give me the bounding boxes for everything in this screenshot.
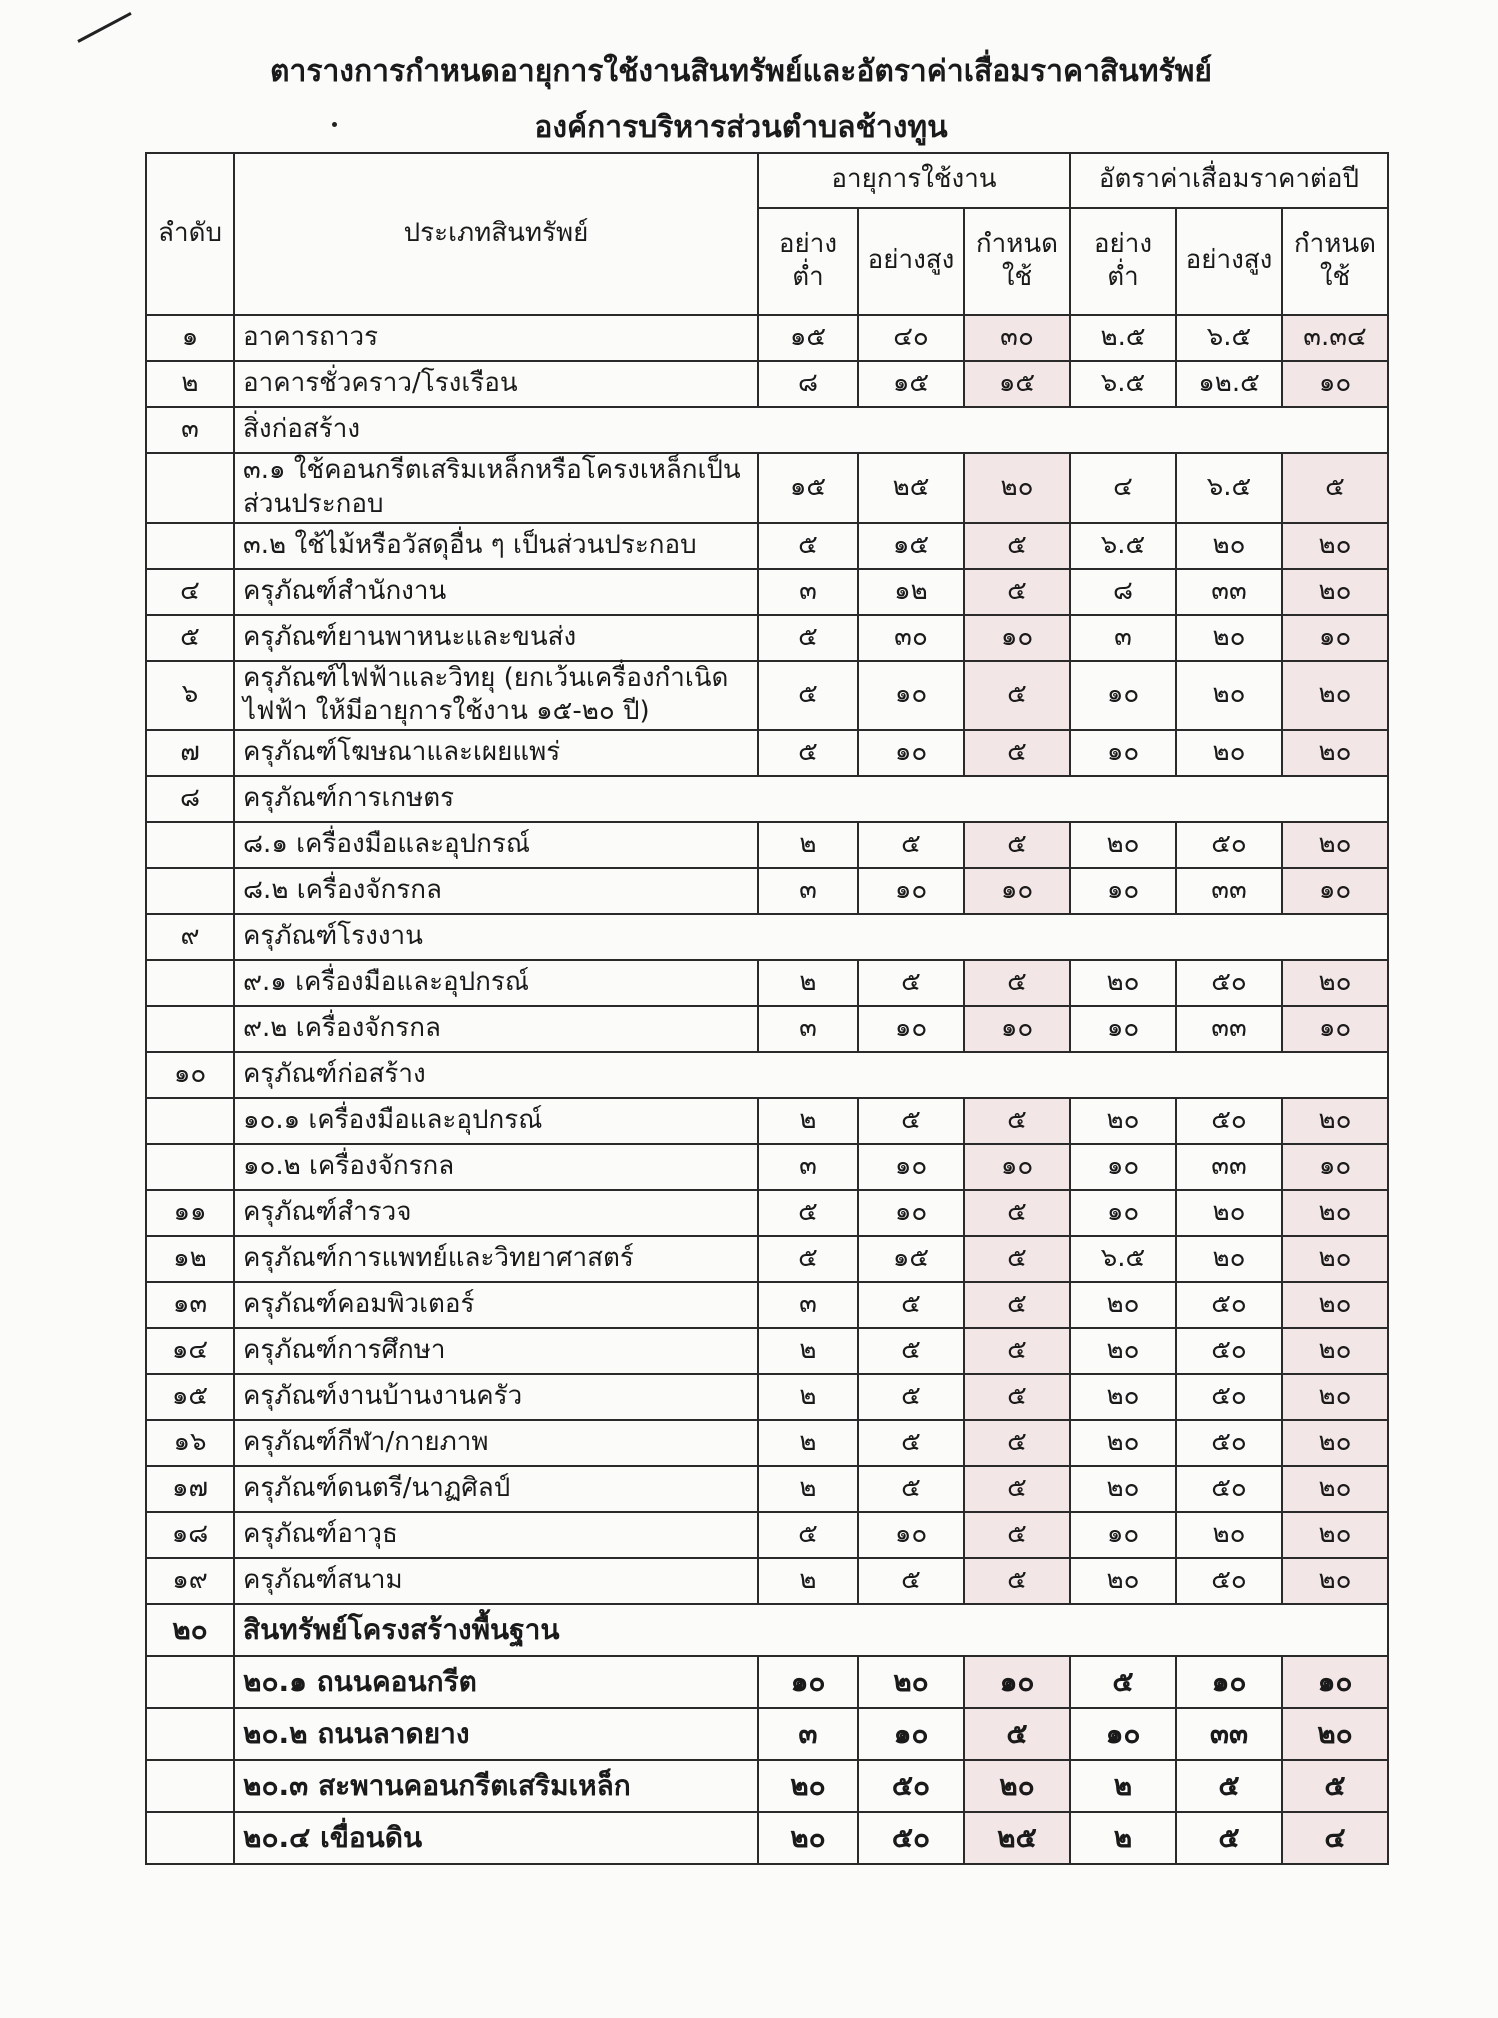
cell-rate-used: ๓.๓๔ — [1282, 315, 1388, 361]
table-row — [146, 1052, 1388, 1098]
table-row — [146, 315, 1388, 361]
cell-life-max: ๑๕ — [858, 1236, 964, 1282]
cell-rate-max: ๑๐ — [1176, 1656, 1282, 1708]
cell-rate-min: ๒๐ — [1070, 960, 1176, 1006]
cell-rate-max: ๓๓ — [1176, 1006, 1282, 1052]
cell-rate-used: ๑๐ — [1282, 1656, 1388, 1708]
row-number: ๔ — [146, 569, 234, 615]
table-row — [146, 1558, 1388, 1604]
cell-life-max: ๕ — [858, 1098, 964, 1144]
asset-type: ครุภัณฑ์อาวุธ — [234, 1512, 758, 1558]
cell-rate-max: ๕๐ — [1176, 1328, 1282, 1374]
asset-type: ครุภัณฑ์การแพทย์และวิทยาศาสตร์ — [234, 1236, 758, 1282]
cell-rate-min: ๖.๕ — [1070, 1236, 1176, 1282]
table-row — [146, 776, 1388, 822]
cell-rate-min: ๑๐ — [1070, 661, 1176, 731]
cell-life-min: ๑๕ — [758, 315, 858, 361]
row-number: ๒๐ — [146, 1604, 234, 1656]
table-row — [146, 868, 1388, 914]
cell-life-used: ๕ — [964, 1374, 1070, 1420]
cell-rate-used: ๒๐ — [1282, 1190, 1388, 1236]
asset-type: ครุภัณฑ์สำรวจ — [234, 1190, 758, 1236]
cell-rate-max: ๓๓ — [1176, 1144, 1282, 1190]
asset-type: ๒๐.๔ เขื่อนดิน — [234, 1812, 758, 1864]
cell-rate-used: ๒๐ — [1282, 960, 1388, 1006]
asset-type: ๓.๑ ใช้คอนกรีตเสริมเหล็กหรือโครงเหล็กเป็นส่วนประกอบ — [234, 453, 758, 523]
cell-life-min: ๕ — [758, 1236, 858, 1282]
cell-life-used: ๕ — [964, 1190, 1070, 1236]
asset-type: ๓.๒ ใช้ไม้หรือวัสดุอื่น ๆ เป็นส่วนประกอบ — [234, 523, 758, 569]
table-row — [146, 523, 1388, 569]
document-title: ตารางการกำหนดอายุการใช้งานสินทรัพย์และอัตราค่าเสื่อมราคาสินทรัพย์ — [270, 54, 1212, 89]
cell-rate-max: ๕๐ — [1176, 1098, 1282, 1144]
cell-rate-max: ๓๓ — [1176, 868, 1282, 914]
cell-rate-max: ๒๐ — [1176, 1512, 1282, 1558]
cell-life-used: ๑๐ — [964, 1656, 1070, 1708]
row-number — [146, 1812, 234, 1864]
cell-life-used: ๕ — [964, 1236, 1070, 1282]
cell-life-min: ๕ — [758, 523, 858, 569]
asset-type: ๘.๑ เครื่องมือและอุปกรณ์ — [234, 822, 758, 868]
cell-life-max: ๕๐ — [858, 1760, 964, 1812]
cell-life-used: ๕ — [964, 1098, 1070, 1144]
row-number: ๑๗ — [146, 1466, 234, 1512]
table-row — [146, 407, 1388, 453]
row-number: ๑๒ — [146, 1236, 234, 1282]
cell-rate-used: ๒๐ — [1282, 569, 1388, 615]
speck — [332, 122, 337, 127]
cell-rate-max: ๖.๕ — [1176, 315, 1282, 361]
row-number — [146, 523, 234, 569]
table-row — [146, 1466, 1388, 1512]
cell-rate-max: ๕๐ — [1176, 1374, 1282, 1420]
cell-rate-min: ๒๐ — [1070, 1420, 1176, 1466]
asset-type: สินทรัพย์โครงสร้างพื้นฐาน — [234, 1604, 1388, 1656]
cell-life-min: ๒ — [758, 1466, 858, 1512]
cell-rate-min: ๑๐ — [1070, 730, 1176, 776]
cell-life-used: ๕ — [964, 1558, 1070, 1604]
row-number: ๒ — [146, 361, 234, 407]
cell-life-max: ๕ — [858, 960, 964, 1006]
row-number: ๑๑ — [146, 1190, 234, 1236]
asset-type: อาคารถาวร — [234, 315, 758, 361]
cell-rate-used: ๒๐ — [1282, 1374, 1388, 1420]
table-row — [146, 1656, 1388, 1708]
cell-life-min: ๑๕ — [758, 453, 858, 523]
cell-life-max: ๑๐ — [858, 661, 964, 731]
table-row — [146, 1098, 1388, 1144]
cell-rate-min: ๑๐ — [1070, 1708, 1176, 1760]
cell-life-used: ๒๕ — [964, 1812, 1070, 1864]
row-number: ๑๐ — [146, 1052, 234, 1098]
row-number — [146, 1144, 234, 1190]
asset-type: ครุภัณฑ์ไฟฟ้าและวิทยุ (ยกเว้นเครื่องกำเนิดไฟฟ้า ให้มีอายุการใช้งาน ๑๕-๒๐ ปี) — [234, 661, 758, 731]
cell-rate-used: ๑๐ — [1282, 1006, 1388, 1052]
cell-life-min: ๓ — [758, 1006, 858, 1052]
asset-type: ครุภัณฑ์คอมพิวเตอร์ — [234, 1282, 758, 1328]
cell-life-min: ๒ — [758, 960, 858, 1006]
cell-rate-min: ๑๐ — [1070, 868, 1176, 914]
asset-type: ครุภัณฑ์สนาม — [234, 1558, 758, 1604]
cell-rate-min: ๘ — [1070, 569, 1176, 615]
cell-life-max: ๕ — [858, 1558, 964, 1604]
cell-rate-used: ๑๐ — [1282, 615, 1388, 661]
cell-rate-max: ๒๐ — [1176, 730, 1282, 776]
cell-life-used: ๕ — [964, 523, 1070, 569]
header-rate: อัตราค่าเสื่อมราคาต่อปี — [1070, 153, 1388, 208]
row-number: ๑ — [146, 315, 234, 361]
cell-rate-min: ๒๐ — [1070, 822, 1176, 868]
cell-rate-used: ๒๐ — [1282, 1420, 1388, 1466]
cell-life-max: ๕ — [858, 1282, 964, 1328]
cell-rate-min: ๒๐ — [1070, 1098, 1176, 1144]
asset-type: ครุภัณฑ์โฆษณาและเผยแพร่ — [234, 730, 758, 776]
asset-type: ๙.๑ เครื่องมือและอุปกรณ์ — [234, 960, 758, 1006]
cell-rate-used: ๒๐ — [1282, 1098, 1388, 1144]
row-number: ๑๙ — [146, 1558, 234, 1604]
asset-type: ครุภัณฑ์ยานพาหนะและขนส่ง — [234, 615, 758, 661]
cell-rate-used: ๕ — [1282, 453, 1388, 523]
cell-rate-used: ๑๐ — [1282, 868, 1388, 914]
cell-rate-used: ๔ — [1282, 1812, 1388, 1864]
cell-life-max: ๑๐ — [858, 730, 964, 776]
row-number — [146, 1098, 234, 1144]
asset-type: ครุภัณฑ์ก่อสร้าง — [234, 1052, 1388, 1098]
cell-life-max: ๒๐ — [858, 1656, 964, 1708]
cell-rate-min: ๒๐ — [1070, 1328, 1176, 1374]
cell-life-min: ๕ — [758, 615, 858, 661]
cell-rate-max: ๑๒.๕ — [1176, 361, 1282, 407]
table-row — [146, 1512, 1388, 1558]
row-number — [146, 1656, 234, 1708]
cell-life-max: ๔๐ — [858, 315, 964, 361]
cell-rate-used: ๒๐ — [1282, 1282, 1388, 1328]
cell-life-used: ๑๐ — [964, 1006, 1070, 1052]
cell-life-used: ๕ — [964, 822, 1070, 868]
cell-life-min: ๕ — [758, 1512, 858, 1558]
pen-mark — [77, 12, 131, 43]
cell-rate-used: ๕ — [1282, 1760, 1388, 1812]
table-row — [146, 569, 1388, 615]
document-subtitle: องค์การบริหารส่วนตำบลช้างทูน — [534, 110, 948, 145]
cell-rate-max: ๕ — [1176, 1760, 1282, 1812]
cell-rate-max: ๒๐ — [1176, 615, 1282, 661]
cell-life-max: ๕ — [858, 822, 964, 868]
table-row — [146, 1708, 1388, 1760]
cell-life-used: ๕ — [964, 661, 1070, 731]
row-number — [146, 453, 234, 523]
cell-rate-max: ๒๐ — [1176, 1190, 1282, 1236]
row-number — [146, 1006, 234, 1052]
header-no: ลำดับ — [146, 153, 234, 315]
cell-rate-used: ๒๐ — [1282, 661, 1388, 731]
row-number: ๘ — [146, 776, 234, 822]
cell-life-min: ๓ — [758, 1282, 858, 1328]
cell-rate-max: ๖.๕ — [1176, 453, 1282, 523]
cell-life-max: ๑๐ — [858, 1144, 964, 1190]
table-row — [146, 1236, 1388, 1282]
cell-life-max: ๑๐ — [858, 1708, 964, 1760]
cell-rate-min: ๒.๕ — [1070, 315, 1176, 361]
header-rate-max: อย่างสูง — [1176, 208, 1282, 315]
table-row — [146, 1282, 1388, 1328]
cell-rate-min: ๒๐ — [1070, 1466, 1176, 1512]
cell-rate-min: ๑๐ — [1070, 1006, 1176, 1052]
row-number: ๑๕ — [146, 1374, 234, 1420]
row-number: ๕ — [146, 615, 234, 661]
table-row — [146, 1328, 1388, 1374]
asset-type: ครุภัณฑ์สำนักงาน — [234, 569, 758, 615]
asset-type: ๒๐.๒ ถนนลาดยาง — [234, 1708, 758, 1760]
cell-life-used: ๕ — [964, 960, 1070, 1006]
row-number — [146, 1760, 234, 1812]
cell-rate-min: ๖.๕ — [1070, 361, 1176, 407]
cell-life-min: ๕ — [758, 661, 858, 731]
cell-rate-used: ๒๐ — [1282, 822, 1388, 868]
cell-life-used: ๒๐ — [964, 453, 1070, 523]
asset-depreciation-table — [145, 152, 1389, 1865]
cell-life-used: ๕ — [964, 730, 1070, 776]
cell-life-used: ๑๐ — [964, 615, 1070, 661]
header-rate-used: กำหนดใช้ — [1282, 208, 1388, 315]
row-number — [146, 960, 234, 1006]
asset-type: ครุภัณฑ์กีฬา/กายภาพ — [234, 1420, 758, 1466]
cell-life-min: ๑๐ — [758, 1656, 858, 1708]
table-row — [146, 960, 1388, 1006]
table-row — [146, 730, 1388, 776]
cell-rate-used: ๑๐ — [1282, 1144, 1388, 1190]
cell-rate-used: ๒๐ — [1282, 1236, 1388, 1282]
cell-life-used: ๒๐ — [964, 1760, 1070, 1812]
row-number: ๑๓ — [146, 1282, 234, 1328]
table-row — [146, 453, 1388, 523]
cell-life-min: ๘ — [758, 361, 858, 407]
cell-life-min: ๓ — [758, 868, 858, 914]
row-number: ๑๔ — [146, 1328, 234, 1374]
row-number — [146, 822, 234, 868]
cell-life-max: ๓๐ — [858, 615, 964, 661]
cell-life-min: ๓ — [758, 1144, 858, 1190]
cell-life-max: ๑๐ — [858, 1190, 964, 1236]
cell-rate-max: ๒๐ — [1176, 523, 1282, 569]
cell-rate-used: ๒๐ — [1282, 1512, 1388, 1558]
cell-rate-max: ๕๐ — [1176, 1466, 1282, 1512]
cell-rate-used: ๒๐ — [1282, 1558, 1388, 1604]
cell-life-used: ๑๐ — [964, 1144, 1070, 1190]
cell-rate-min: ๒๐ — [1070, 1282, 1176, 1328]
cell-life-max: ๒๕ — [858, 453, 964, 523]
cell-rate-used: ๒๐ — [1282, 730, 1388, 776]
cell-life-max: ๑๕ — [858, 361, 964, 407]
table-row — [146, 1374, 1388, 1420]
cell-rate-min: ๑๐ — [1070, 1144, 1176, 1190]
cell-rate-min: ๓ — [1070, 615, 1176, 661]
cell-rate-max: ๕๐ — [1176, 1558, 1282, 1604]
asset-type: ๑๐.๒ เครื่องจักรกล — [234, 1144, 758, 1190]
row-number: ๖ — [146, 661, 234, 731]
cell-life-min: ๒๐ — [758, 1812, 858, 1864]
cell-rate-min: ๕ — [1070, 1656, 1176, 1708]
cell-rate-max: ๓๓ — [1176, 1708, 1282, 1760]
asset-type: สิ่งก่อสร้าง — [234, 407, 1388, 453]
cell-life-max: ๕ — [858, 1374, 964, 1420]
cell-rate-max: ๕๐ — [1176, 960, 1282, 1006]
table-row — [146, 1812, 1388, 1864]
table-row — [146, 1144, 1388, 1190]
cell-rate-max: ๕๐ — [1176, 1420, 1282, 1466]
cell-rate-used: ๒๐ — [1282, 1708, 1388, 1760]
cell-rate-min: ๒ — [1070, 1760, 1176, 1812]
cell-rate-min: ๔ — [1070, 453, 1176, 523]
asset-type: ครุภัณฑ์งานบ้านงานครัว — [234, 1374, 758, 1420]
cell-rate-max: ๕ — [1176, 1812, 1282, 1864]
table-row — [146, 1760, 1388, 1812]
table-row — [146, 1420, 1388, 1466]
cell-life-max: ๑๕ — [858, 523, 964, 569]
cell-life-max: ๕ — [858, 1328, 964, 1374]
table-row — [146, 361, 1388, 407]
header-life-max: อย่างสูง — [858, 208, 964, 315]
asset-type: ๙.๒ เครื่องจักรกล — [234, 1006, 758, 1052]
cell-life-used: ๕ — [964, 1328, 1070, 1374]
cell-life-min: ๒ — [758, 1328, 858, 1374]
cell-life-used: ๓๐ — [964, 315, 1070, 361]
asset-type: ครุภัณฑ์การศึกษา — [234, 1328, 758, 1374]
table-row — [146, 822, 1388, 868]
asset-type: ๑๐.๑ เครื่องมือและอุปกรณ์ — [234, 1098, 758, 1144]
header-type: ประเภทสินทรัพย์ — [234, 153, 758, 315]
table-row — [146, 615, 1388, 661]
asset-type: ครุภัณฑ์การเกษตร — [234, 776, 1388, 822]
cell-life-min: ๒๐ — [758, 1760, 858, 1812]
asset-type: ๒๐.๓ สะพานคอนกรีตเสริมเหล็ก — [234, 1760, 758, 1812]
cell-life-min: ๒ — [758, 1098, 858, 1144]
asset-type: ๒๐.๑ ถนนคอนกรีต — [234, 1656, 758, 1708]
row-number: ๙ — [146, 914, 234, 960]
cell-rate-max: ๕๐ — [1176, 822, 1282, 868]
row-number: ๓ — [146, 407, 234, 453]
table-row — [146, 661, 1388, 731]
table-row — [146, 1006, 1388, 1052]
cell-rate-used: ๑๐ — [1282, 361, 1388, 407]
header-life-min: อย่างต่ำ — [758, 208, 858, 315]
asset-type: ครุภัณฑ์ดนตรี/นาฏศิลป์ — [234, 1466, 758, 1512]
asset-type: ครุภัณฑ์โรงงาน — [234, 914, 1388, 960]
row-number: ๑๖ — [146, 1420, 234, 1466]
cell-rate-used: ๒๐ — [1282, 1466, 1388, 1512]
cell-rate-used: ๒๐ — [1282, 523, 1388, 569]
cell-life-max: ๑๒ — [858, 569, 964, 615]
cell-life-min: ๒ — [758, 1420, 858, 1466]
cell-life-max: ๑๐ — [858, 868, 964, 914]
cell-rate-min: ๖.๕ — [1070, 523, 1176, 569]
header-life: อายุการใช้งาน — [758, 153, 1070, 208]
asset-type: ๘.๒ เครื่องจักรกล — [234, 868, 758, 914]
cell-rate-min: ๒ — [1070, 1812, 1176, 1864]
cell-life-min: ๒ — [758, 822, 858, 868]
cell-life-used: ๑๕ — [964, 361, 1070, 407]
cell-life-used: ๑๐ — [964, 868, 1070, 914]
header-life-used: กำหนดใช้ — [964, 208, 1070, 315]
cell-life-max: ๕ — [858, 1420, 964, 1466]
cell-life-max: ๕๐ — [858, 1812, 964, 1864]
cell-life-max: ๕ — [858, 1466, 964, 1512]
cell-rate-used: ๒๐ — [1282, 1328, 1388, 1374]
row-number: ๑๘ — [146, 1512, 234, 1558]
cell-life-min: ๓ — [758, 1708, 858, 1760]
table-row — [146, 914, 1388, 960]
cell-life-max: ๑๐ — [858, 1006, 964, 1052]
cell-rate-min: ๒๐ — [1070, 1558, 1176, 1604]
cell-life-min: ๒ — [758, 1558, 858, 1604]
cell-life-used: ๕ — [964, 1466, 1070, 1512]
cell-rate-min: ๑๐ — [1070, 1190, 1176, 1236]
cell-life-min: ๒ — [758, 1374, 858, 1420]
cell-life-used: ๕ — [964, 569, 1070, 615]
cell-rate-min: ๑๐ — [1070, 1512, 1176, 1558]
cell-life-used: ๕ — [964, 1282, 1070, 1328]
cell-life-min: ๕ — [758, 730, 858, 776]
asset-type: อาคารชั่วคราว/โรงเรือน — [234, 361, 758, 407]
cell-rate-min: ๒๐ — [1070, 1374, 1176, 1420]
cell-life-min: ๕ — [758, 1190, 858, 1236]
cell-life-min: ๓ — [758, 569, 858, 615]
cell-life-used: ๕ — [964, 1708, 1070, 1760]
cell-life-used: ๕ — [964, 1512, 1070, 1558]
cell-rate-max: ๒๐ — [1176, 661, 1282, 731]
row-number — [146, 1708, 234, 1760]
cell-life-used: ๕ — [964, 1420, 1070, 1466]
cell-rate-max: ๕๐ — [1176, 1282, 1282, 1328]
row-number — [146, 868, 234, 914]
cell-life-max: ๑๐ — [858, 1512, 964, 1558]
cell-rate-max: ๓๓ — [1176, 569, 1282, 615]
row-number: ๗ — [146, 730, 234, 776]
header-rate-min: อย่างต่ำ — [1070, 208, 1176, 315]
cell-rate-max: ๒๐ — [1176, 1236, 1282, 1282]
table-row — [146, 1604, 1388, 1656]
table-row — [146, 1190, 1388, 1236]
